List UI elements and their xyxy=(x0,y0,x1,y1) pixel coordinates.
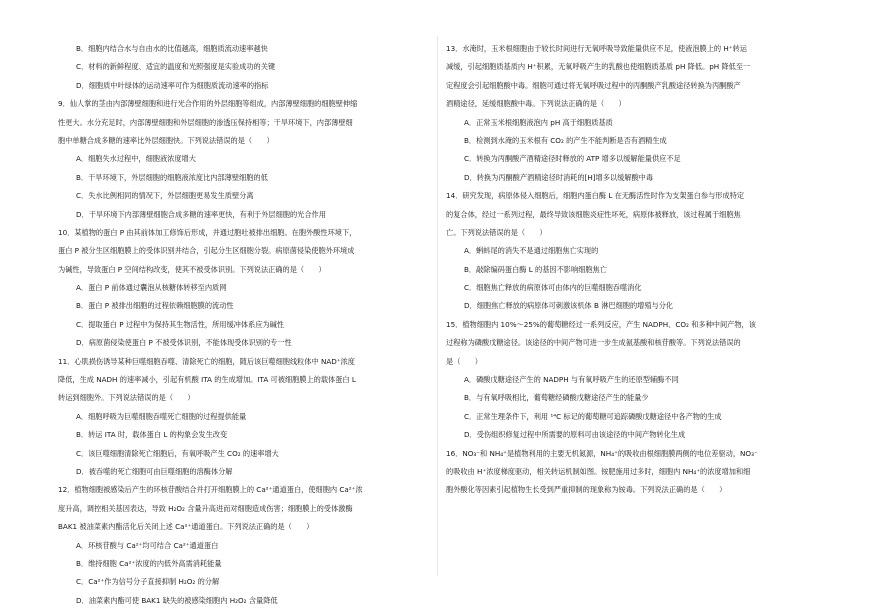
answer-option: D．受伤组织修复过程中所需要的原料可由该途径的中间产物转化生成 xyxy=(464,430,686,440)
answer-option: C．细胞焦亡释放的病原体可由体内的巨噬细胞吞噬消化 xyxy=(464,283,642,293)
question-text-line: 的复合体，经过一系列过程，最终导致该细胞炎症性坏死，病原体被释放，该过程属于细胞焦 xyxy=(446,209,741,219)
answer-option: A．磷酸戊糖途径产生的 NADPH 与有氧呼吸产生的还原型辅酶不同 xyxy=(464,375,679,385)
answer-option: C．Ca²⁺作为信号分子直接抑制 H₂O₂ 的分解 xyxy=(76,577,220,587)
question-stem: 11．心肌损伤诱导某种巨噬细胞吞噬、清除死亡的细胞，随后该巨噬细胞线粒体中 NAD⁺浓度 xyxy=(58,356,355,366)
question-text-line: 度升高，调控相关基因表达，导致 H₂O₂ 含量升高进而对细胞造成伤害；细胞膜上的受体激酶 xyxy=(58,503,353,513)
question-stem: 12．植物细胞被感染后产生的环核苷酸结合并打开细胞膜上的 Ca²⁺通道蛋白，使细胞内 Ca²⁺浓 xyxy=(58,485,363,495)
question-text-line: 酒精途径，延缓细胞酸中毒。下列说法正确的是（ ） xyxy=(446,99,626,109)
question-text-line: 为碱性，导致蛋白 P 空间结构改变，使其不被受体识别。下列说法正确的是（ ） xyxy=(58,264,326,274)
answer-option: D．细胞质中叶绿体的运动速率可作为细胞质流动速率的指标 xyxy=(76,80,269,90)
answer-option: A．细胞呼吸为巨噬细胞吞噬死亡细胞的过程提供能量 xyxy=(76,411,247,421)
question-stem: 10．某植物的蛋白 P 由其前体加工修饰后形成，并通过胞吐被排出细胞。在胞外酸性环境下， xyxy=(58,227,357,237)
answer-option: A．正常玉米根细胞液泡内 pH 高于细胞质基质 xyxy=(464,117,613,127)
answer-option: D．转换为丙酮酸产酒精途径时消耗的[H]增多以缓解酸中毒 xyxy=(464,172,654,182)
question-text-line: 亡。下列说法错误的是（ ） xyxy=(446,227,547,237)
answer-option: A．蝌蚪尾的消失不是通过细胞焦亡实现的 xyxy=(464,246,599,256)
answer-option: C．失水比例相同的情况下，外层细胞更易发生质壁分离 xyxy=(76,191,254,201)
answer-option: B．干旱环境下，外层细胞的细胞液浓度比内部薄壁细胞的低 xyxy=(76,172,268,182)
question-text-line: 转运到细胞外。下列说法错误的是（ ） xyxy=(58,393,195,403)
answer-option: B．转运 ITA 时，载体蛋白 L 的构象会发生改变 xyxy=(76,430,228,440)
answer-option: B．与有氧呼吸相比，葡萄糖经磷酸戊糖途径产生的能量少 xyxy=(464,393,649,403)
answer-option: C．材料的新鲜程度、适宜的温度和光照强度是实验成功的关键 xyxy=(76,62,276,72)
question-text-line: 降低，生成 NADH 的速率减小，引起有机酸 ITA 的生成增加。ITA 可被细胞膜上的载体蛋白 L xyxy=(58,375,356,385)
question-text-line: 定程度会引起细胞酸中毒。细胞可通过将无氧呼吸过程中的丙酮酸产乳酸途径转换为丙酮酸产 xyxy=(446,80,741,90)
answer-option: D．病原菌侵染使蛋白 P 不被受体识别，不能体现受体识别的专一性 xyxy=(76,338,292,348)
right-column xyxy=(446,40,821,500)
question-text-line: 的吸收由 H⁺浓度梯度驱动，相关转运机制如图。铵肥施用过多时，细胞内 NH₄⁺的浓度增加和细 xyxy=(446,466,751,476)
column-divider xyxy=(437,36,438,576)
answer-option: D．被吞噬的死亡细胞可由巨噬细胞的溶酶体分解 xyxy=(76,466,233,476)
answer-option: A．环核苷酸与 Ca²⁺均可结合 Ca²⁺通道蛋白 xyxy=(76,540,219,550)
answer-option: B．检测到水淹的玉米根有 CO₂ 的产生不能判断是否有酒精生成 xyxy=(464,135,667,145)
question-stem: 16．NO₃⁻和 NH₄⁺是植物利用的主要无机氮源，NH₄⁺的吸收由根细胞膜两侧的电位差驱动，NO₃⁻ xyxy=(446,448,758,458)
question-text-line: 胞外酸化等因素引起植物生长受到严重抑制的现象称为铵毒。下列说法正确的是（ ） xyxy=(446,485,727,495)
question-stem: 9．仙人掌的茎由内部薄壁细胞和进行光合作用的外层细胞等组成，内部薄壁细胞的细胞壁伸缩 xyxy=(58,99,358,109)
question-stem: 14．研究发现，病原体侵入细胞后，细胞内蛋白酶 L 在无酶活性时作为支架蛋白参与形成特定 xyxy=(446,191,745,201)
answer-option: A．细胞失水过程中，细胞液浓度增大 xyxy=(76,154,196,164)
answer-option: C．转换为丙酮酸产酒精途径时释放的 ATP 增多以缓解能量供应不足 xyxy=(464,154,681,164)
answer-option: D．干旱环境下内部薄壁细胞合成多糖的速率更快，有利于外层细胞的光合作用 xyxy=(76,209,326,219)
answer-option: B．蛋白 P 被排出细胞的过程依赖细胞膜的流动性 xyxy=(76,301,234,311)
answer-option: C．正常生理条件下，利用 ¹⁴C 标记的葡萄糖可追踪磷酸戊糖途径中各产物的生成 xyxy=(464,411,722,421)
answer-option: B．敲除编码蛋白酶 L 的基因不影响细胞焦亡 xyxy=(464,264,607,274)
answer-option: D．细胞焦亡释放的病原体可刺激该机体 B 淋巴细胞的增殖与分化 xyxy=(464,301,674,311)
answer-option: C．提取蛋白 P 过程中为保持其生物活性，所用缓冲体系应为碱性 xyxy=(76,319,284,329)
answer-option: D．油菜素内酯可使 BAK1 缺失的被感染细胞内 H₂O₂ 含量降低 xyxy=(76,595,278,605)
question-stem: 13．水淹时，玉米根细胞由于较长时间进行无氧呼吸导致能量供应不足，使液泡膜上的 H⁺转运 xyxy=(446,44,747,53)
question-text-line: 过程称为磷酸戊糖途径。该途径的中间产物可进一步生成氨基酸和核苷酸等。下列说法错误的 xyxy=(446,338,741,348)
question-text-line: 减缓，引起细胞质基质内 H⁺积累，无氧呼吸产生的乳酸也使细胞质基质 pH 降低。pH 降低至一 xyxy=(446,62,751,72)
question-text-line: BAK1 被油菜素内酯活化后关闭上述 Ca²⁺通道蛋白。下列说法正确的是（ ） xyxy=(58,522,314,532)
question-text-line: 是（ ） xyxy=(446,356,482,366)
left-column xyxy=(58,40,433,610)
answer-option: A．蛋白 P 前体通过囊泡从核糖体转移至内质网 xyxy=(76,283,227,293)
question-text-line: 性更大。水分充足时，内部薄壁细胞和外层细胞的渗透压保持相等；干旱环境下，内部薄壁细 xyxy=(58,117,353,127)
answer-option: B．维持细胞 Ca²⁺浓度的内低外高需消耗能量 xyxy=(76,558,222,568)
question-text-line: 蛋白 P 被分生区细胞膜上的受体识别并结合，引起分生区细胞分裂。病原菌侵染使胞外环境成 xyxy=(58,246,355,256)
answer-option: C．该巨噬细胞清除死亡细胞后，有氧呼吸产生 CO₂ 的速率增大 xyxy=(76,448,279,458)
question-stem: 15．植物细胞内 10%～25%的葡萄糖经过一系列反应，产生 NADPH、CO₂ 和多种中间产物，该 xyxy=(446,319,756,329)
answer-option: B．细胞内结合水与自由水的比值越高，细胞质流动速率越快 xyxy=(76,44,268,53)
question-text-line: 胞中单糖合成多糖的速率比外层细胞快。下列说法错误的是（ ） xyxy=(58,135,274,145)
